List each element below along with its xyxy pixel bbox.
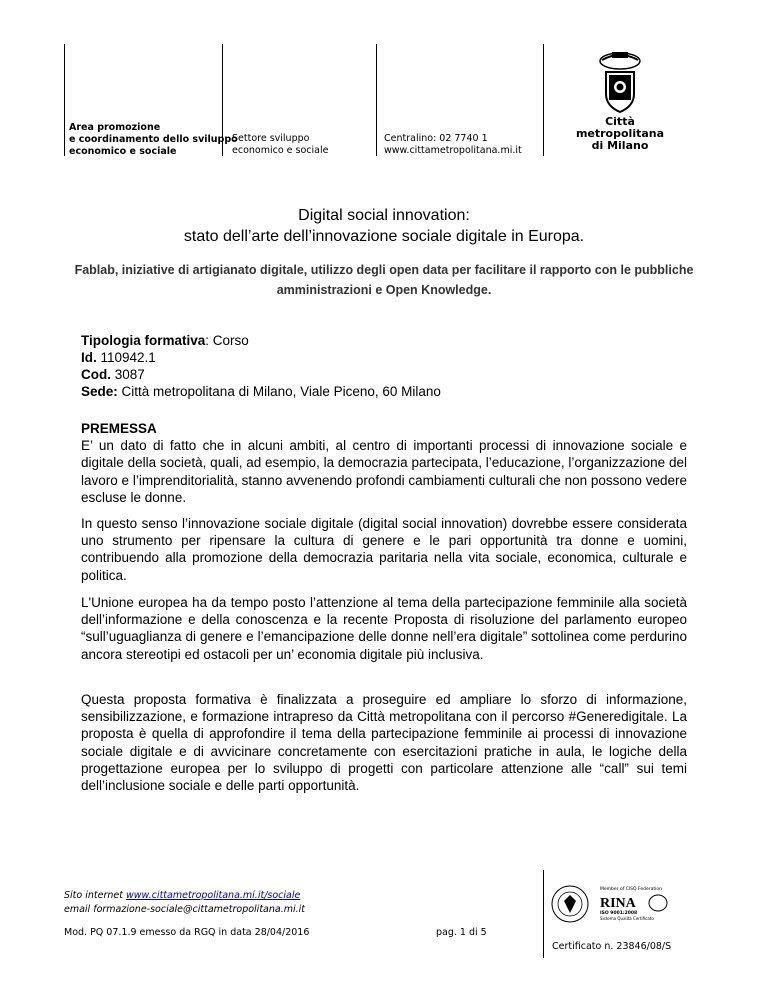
footer-module-code: Mod. PQ 07.1.9 emesso da RGQ in data 28/04/2016 (64, 927, 310, 938)
footer-site (64, 889, 305, 903)
meta-value: : Corso (205, 333, 249, 348)
header-area-line: Area promozione (69, 122, 161, 133)
header-contact-line: Centralino: 02 7740 1 (384, 133, 488, 144)
footer-site-label: Sito internet (64, 890, 126, 901)
paragraph: L'Unione europea ha da tempo posto l’attenzione al tema della partecipazione femminile alla società dell’informazione e della conoscenza e la recente Proposta di risoluzione del parlamento europeo “sull’uguaglianza di genere e l’emancipazione delle donne nell’era digitale” sottolinea come perdurino ancora stereotipi ed ostacoli per un’ economia digitale più inclusiva. (81, 595, 687, 662)
meta-value: 3087 (111, 367, 145, 382)
meta-cod (81, 366, 441, 383)
header-settore-line: Settore sviluppo (232, 133, 310, 144)
header-contact-line[interactable]: www.cittametropolitana.mi.it (384, 145, 522, 156)
logo-text-line: di Milano (591, 139, 649, 152)
meta-sede (81, 383, 441, 400)
header-settore (232, 133, 328, 157)
footer-contacts (64, 889, 305, 917)
header-settore-line: economico e sociale (232, 145, 329, 156)
header-divider (543, 44, 544, 156)
document-subtitle: Fablab, iniziative di artigianato digitale, utilizzo degli open data per facilitare il rapporto con le pubbliche amministrazioni e Open Knowledge. (74, 263, 694, 297)
logo-text (560, 116, 680, 152)
meta-value: Città metropolitana di Milano, Viale Piceno, 60 Milano (117, 384, 441, 399)
certification-logos (550, 883, 675, 925)
cert-brand: RINA (600, 896, 636, 911)
header-area (69, 122, 238, 158)
meta-label: Sede: (81, 384, 118, 399)
meta-tipologia (81, 332, 441, 349)
certificate-number: Certificato n. 23846/08/S (552, 941, 672, 952)
logo-text-line: Città (605, 115, 635, 128)
paragraph: Questa proposta formativa è finalizzata a proseguire ed ampliare lo sforzo di informazione, sensibilizzazione, e formazione intrapreso da Città metropolitana con il percorso #Generedigitale. La proposta è quella di approfondire il tema della partecipazione femminile ai processi di innovazione sociale digitale e di avvicinare concretamente con esercitazioni pratiche in aula, le logiche della progettazione europea per lo sviluppo di progetti con particolare attenzione alle “call” sui temi dell’inclusione sociale e delle parti opportunità. (81, 692, 687, 794)
header-area-line: economico e sociale (69, 146, 177, 157)
meta-label: Id. (81, 350, 97, 365)
meta-value: 110942.1 (96, 350, 156, 365)
header-contact (384, 133, 522, 157)
header-divider (64, 44, 65, 156)
document-title (0, 205, 768, 247)
document-title-line: stato dell’arte dell’innovazione sociale digitale in Europa. (183, 228, 585, 245)
meta-label: Cod. (81, 367, 111, 382)
paragraph: E’ un dato di fatto che in alcuni ambiti, al centro di importanti processi di innovazione sociale e digitale della società, quali, ad esempio, la democrazia partecipata, l’educazione, l’organizzazione del lavoro e l’imprenditorialità, stanno avvenendo profondi cambiamenti culturali che non possono vedere escluse le donne. (81, 438, 687, 505)
cert-member: Member of CISQ Federation (600, 887, 662, 892)
meta-id (81, 349, 441, 366)
meta-label: Tipologia formativa (81, 333, 206, 348)
cert-iso: ISO 9001:2008 (600, 911, 638, 916)
footer-site-link[interactable]: www.cittametropolitana.mi.it/sociale (125, 890, 301, 901)
header-divider (376, 44, 377, 156)
course-meta (81, 332, 441, 400)
page-number: pag. 1 di 5 (436, 927, 487, 938)
footer-divider (543, 870, 544, 958)
footer-email: email formazione-sociale@cittametropolitana.mi.it (64, 904, 306, 915)
header-area-line: e coordinamento dello sviluppo (69, 134, 238, 145)
cert-system: Sistema Qualità Certificato (600, 916, 654, 921)
paragraph: In questo senso l’innovazione sociale digitale (digital social innovation) dovrebbe essere considerata uno strumento per ripensare la cultura di genere e le pari opportunità tra donne e uomini, contribuendo alla promozione della democrazia paritaria nella vita sociale, economica, culturale e politica. (81, 516, 687, 583)
document-title-line: Digital social innovation: (298, 207, 470, 224)
section-heading: PREMESSA (81, 421, 157, 436)
premessa-section (81, 420, 687, 506)
city-crest-icon (590, 48, 650, 116)
logo-text-line: metropolitana (575, 127, 665, 140)
